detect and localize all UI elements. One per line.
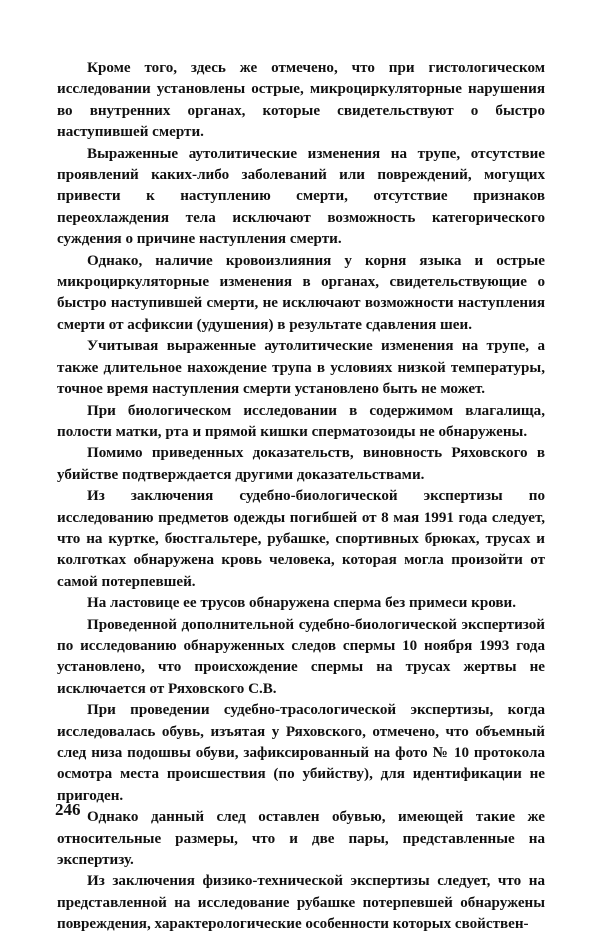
paragraph-2: Выраженные аутолитические изменения на трупе, отсутствие проявлений каких-либо заболеваний или повреждений, могущих привести к наступлению смерти, отсутствие признаков переохлаждения тела исключают возможность категорического суждения о причине наступления смерти.	[57, 145, 545, 248]
paragraph-6: Помимо приведенных доказательств, виновность Ряховского в убийстве подтверждается другими доказательствами.	[57, 445, 545, 483]
paragraph-5: При биологическом исследовании в содержимом влагалища, полости матки, рта и прямой кишки сперматозоиды не обнаружены.	[57, 402, 545, 440]
body-text	[57, 58, 545, 936]
paragraph-7: Из заключения судебно-биологической экспертизы по исследованию предметов одежды погибшей от 8 мая 1991 года следует, что на куртке, бюстгальтере, рубашке, спортивных брюках, трусах и колготках обнаружена кровь человека, которая могла произойти от самой потерпевшей.	[57, 488, 545, 590]
paragraph-8: На ластовице ее трусов обнаружена сперма без примеси крови.	[87, 595, 517, 612]
paragraph-10: При проведении судебно-трасологической экспертизы, когда исследовалась обувь, изъятая у Ряховского, отмечено, что объемный след низа подошвы обуви, зафиксированный на фото № 10 протокола осмотра места происшествия (по убийству), для идентификации не пригоден.	[57, 702, 545, 804]
paragraph-4: Учитывая выраженные аутолитические изменения на трупе, а также длительное нахождение трупа в условиях низкой температуры, точное время наступления смерти установлено быть не может.	[57, 338, 545, 398]
page-number: 246	[55, 800, 81, 819]
paragraph-12: Из заключения физико-технической экспертизы следует, что на представленной на исследование рубашке потерпевшей обнаружены повреждения, характерологические особенности которых свойствен-	[57, 873, 545, 933]
paragraph-11: Однако данный след оставлен обувью, имеющей такие же относительные размеры, что и две пары, представленные на экспертизу.	[57, 809, 545, 869]
paragraph-3: Однако, наличие кровоизлияния у корня языка и острые микроциркуляторные изменения в органах, свидетельствующие о быстро наступившей смерти, не исключают возможности наступления смерти от асфиксии (удушения) в результате сдавления шеи.	[57, 252, 545, 333]
paragraph-1: Кроме того, здесь же отмечено, что при гистологическом исследовании установлены острые, микроциркуляторные нарушения во внутренних органах, которые свидетельствуют о быстро наступившей смерти.	[57, 60, 545, 141]
paragraph-9: Проведенной дополнительной судебно-биологической экспертизой по исследованию обнаруженных следов спермы 10 ноября 1993 года установлено, что происхождение спермы на трусах жертвы не исключается от Ряховского С.В.	[57, 616, 545, 697]
